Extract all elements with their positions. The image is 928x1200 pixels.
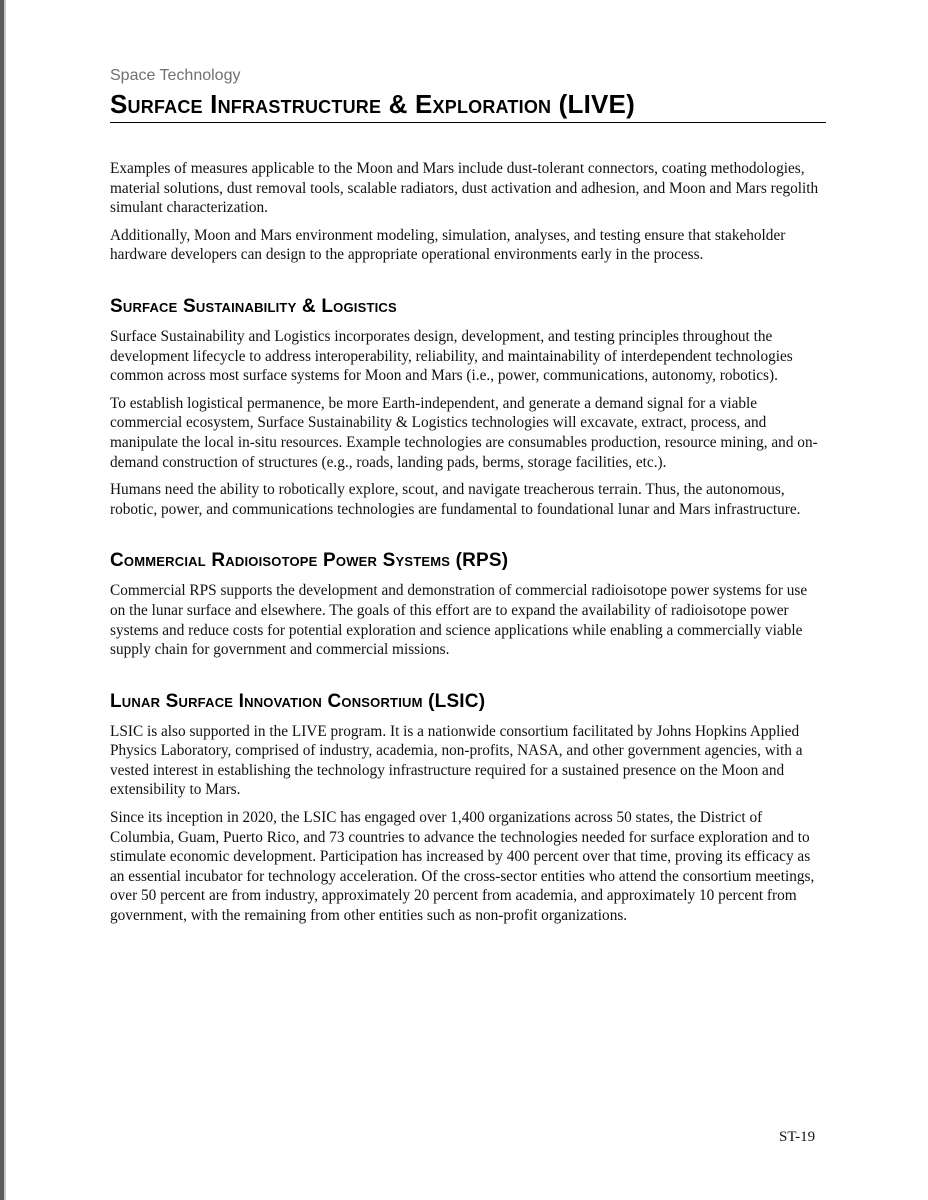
section-paragraph: Humans need the ability to robotically explore, scout, and navigate treacherous terrain. Thus, the autonomous, robotic, power, and communications technologies are fundamental to foundational lunar and Mars infrastructure. <box>110 481 801 518</box>
section-label: Space Technology <box>110 67 241 84</box>
section-paragraph: Surface Sustainability and Logistics incorporates design, development, and testing principles throughout the development lifecycle to address interoperability, reliability, and maintainability of interdependent technologies common across most surface systems for Moon and Mars (i.e., power, communications, autonomy, robotics). <box>110 327 793 385</box>
intro-paragraph-2: Additionally, Moon and Mars environment modeling, simulation, analyses, and testing ensure that stakeholder hardware developers can design to the appropriate operational environments early in the process. <box>110 226 786 264</box>
page-edge-highlight <box>4 0 6 1200</box>
section-paragraph: Commercial RPS supports the development and demonstration of commercial radioisotope power systems for use on the lunar surface and elsewhere. The goals of this effort are to expand the availability of radioisotope power systems and reduce costs for potential exploration and science applications while enabling a commercially viable supply chain for government and commercial missions. <box>110 582 808 659</box>
page-number: ST-19 <box>779 1129 816 1145</box>
document-page <box>110 66 826 926</box>
section-heading: Lunar Surface Innovation Consortium (LSIC) <box>110 690 486 712</box>
section-paragraph: LSIC is also supported in the LIVE program. It is a nationwide consortium facilitated by Johns Hopkins Applied Physics Laboratory, comprised of industry, academia, non-profits, NASA, and other government agencies, with a vested interest in establishing the technology infrastructure required for a sustained presence on the Moon and extensibility to Mars. <box>110 722 803 799</box>
section-lsic <box>110 690 826 926</box>
section-paragraph: Since its inception in 2020, the LSIC has engaged over 1,400 organizations across 50 states, the District of Columbia, Guam, Puerto Rico, and 73 countries to advance the technologies needed for surface exploration and to stimulate economic development. Participation has increased by 400 percent over that time, proving its efficacy as an essential incubator for technology acceleration. Of the cross-sector entities who attend the consortium meetings, over 50 percent are from industry, approximately 20 percent from academia, and approximately 10 percent from government, with the remaining from other entities such as non-profit organizations. <box>110 809 815 925</box>
section-paragraph: To establish logistical permanence, be more Earth-independent, and generate a demand signal for a viable commercial ecosystem, Surface Sustainability & Logistics technologies will excavate, extract, process, and manipulate the local in-situ resources. Example technologies are consumables production, resource mining, and on-demand construction of structures (e.g., roads, landing pads, berms, storage facilities, etc.). <box>110 394 818 471</box>
section-commercial-rps <box>110 549 826 659</box>
page-title: Surface Infrastructure & Exploration (LIVE) <box>110 88 826 123</box>
section-heading: Surface Sustainability & Logistics <box>110 295 397 317</box>
section-heading: Commercial Radioisotope Power Systems (RPS) <box>110 550 509 572</box>
section-surface-sustainability <box>110 295 826 519</box>
intro <box>110 159 826 265</box>
intro-paragraph-1: Examples of measures applicable to the Moon and Mars include dust-tolerant connectors, coating methodologies, material solutions, dust removal tools, scalable radiators, dust activation and adhesion, and Moon and Mars regolith simulant characterization. <box>110 160 819 217</box>
